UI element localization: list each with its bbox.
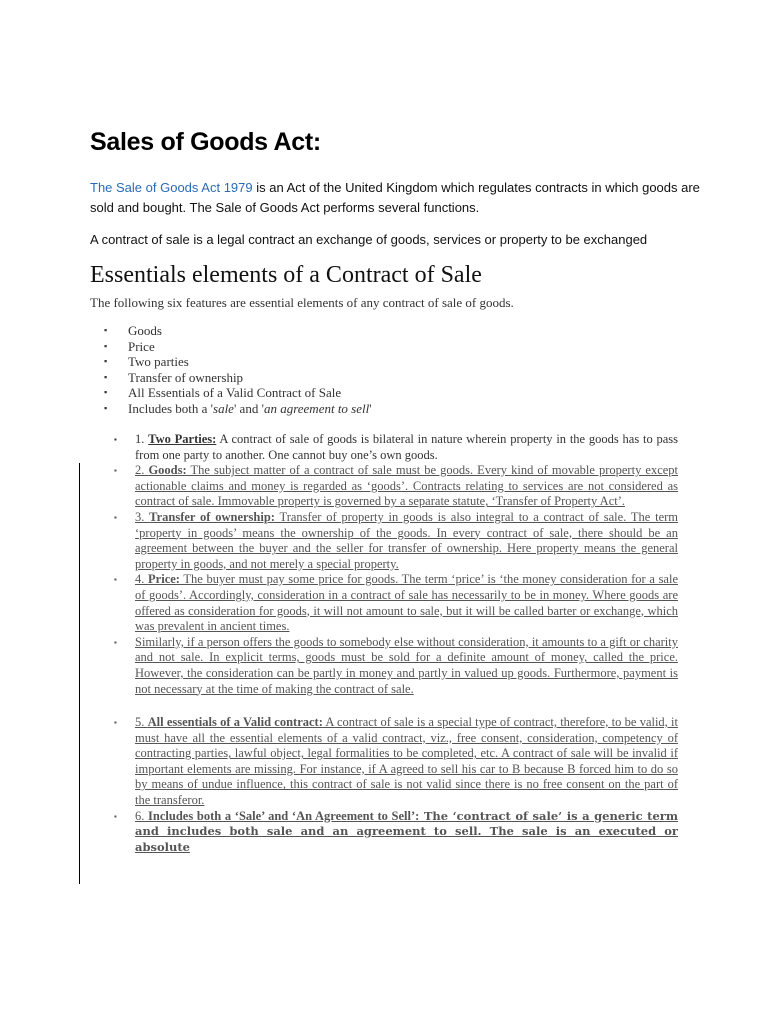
change-bar [79,463,80,884]
contract-of-sale-definition: A contract of sale is a legal contract an exchange of goods, services or property to be exchanged [90,232,648,247]
bullet-square-icon: ▪ [114,575,117,585]
intro-text: is an Act of the United Kingdom which regulates contracts in which goods are sold and bought. The Sale of Goods Act performs several functions. [90,180,700,215]
bullet-square-icon: ▪ [104,402,108,413]
point-sale-and-agreement: ▪ 6. Includes both a ‘Sale’ and ‘An Agreement to Sell’: The ‘contract of sale’ is a generic term and includes both sale and an agreement to sell. The sale is an executed or absolute [114,808,678,854]
point-goods: ▪ 2. Goods: The subject matter of a contract of sale must be goods. Every kind of movable property except actionable claims and money is regarded as ‘goods’. Contracts relating to services are not considered as contract of sale. Immovable property is governed by a separate statute, ‘Transfer of Property Act’. [114,463,679,509]
point-price: ▪ 4. Price: The buyer must pay some price for goods. The term ‘price’ is ‘the money consideration for a sale of goods’. Accordingly, consideration in a contract of sale has necessarily to be in money. Where goods are offered as consideration for goods, it will not amount to sale, but it will be called barter or exchange, which was prevalent in ancient times. [114,572,678,634]
essentials-points-list [114,432,678,855]
point-transfer-of-ownership: ▪ 3. Transfer of ownership: Transfer of property in goods is also integral to a contract of sale. The term ‘property in goods’ means the ownership of the goods. In every contract of sale, there should be an agreement between the buyer and the seller for transfer of ownership. Here property means the general property in goods, and not merely a special property. [114,509,679,571]
page-title: Sales of Goods Act: [90,128,321,156]
point-price-continued: ▪ Similarly, if a person offers the goods to somebody else without consideration, it amounts to a gift or charity and not sale. In explicit terms, goods must be sold for a definite amount of money, called the price. However, the consideration can be partly in money and partly in valued up goods. Furthermore, payment is not necessary at the time of making the contract of sale. [114,634,678,696]
list-item: ▪ Two parties [104,354,189,369]
list-item: ▪ Goods [104,323,162,338]
list-item: ▪ Includes both a 'sale' and 'an agreement to sell' [104,400,372,416]
section-heading: Essentials elements of a Contract of Sale [90,262,482,288]
bullet-square-icon: ▪ [114,466,117,476]
list-item: ▪ Price [104,338,155,354]
bullet-square-icon: ▪ [114,718,117,728]
intro-paragraph [90,178,710,218]
point-valid-contract: ▪ 5. All essentials of a Valid contract: A contract of sale is a special type of contract, therefore, to be valid, it must have all the essential elements of a valid contract, viz., free consent, consideration, competency of contracting parties, lawful object, legal formalities to be completed, etc. A contract of sale will be invalid if important elements are missing. For instance, if A agreed to sell his car to B because B forced him to do so by means of undue influence, this contract of sale is not valid since there is no free consent on the part of the transferor. [114,715,678,808]
features-list [104,323,372,416]
bullet-square-icon: ▪ [104,356,108,366]
bullet-square-icon: ▪ [114,435,117,444]
point-two-parties: ▪ 1. Two Parties: A contract of sale of goods is bilateral in nature wherein property in the goods has to pass from one party to another. One cannot buy one’s own goods. [114,432,679,462]
section-subtitle: The following six features are essential elements of any contract of sale of goods. [90,295,514,310]
bullet-square-icon: ▪ [114,637,117,647]
bullet-square-icon: ▪ [104,325,108,335]
list-item: ▪ Transfer of ownership [104,369,244,385]
bullet-square-icon: ▪ [114,811,117,821]
bullet-square-icon: ▪ [104,387,108,397]
list-item: ▪ All Essentials of a Valid Contract of Sale [104,385,342,400]
bullet-square-icon: ▪ [114,512,117,522]
sale-of-goods-act-link[interactable]: The Sale of Goods Act 1979 [90,180,253,195]
bullet-square-icon: ▪ [104,371,108,382]
bullet-square-icon: ▪ [104,340,108,351]
